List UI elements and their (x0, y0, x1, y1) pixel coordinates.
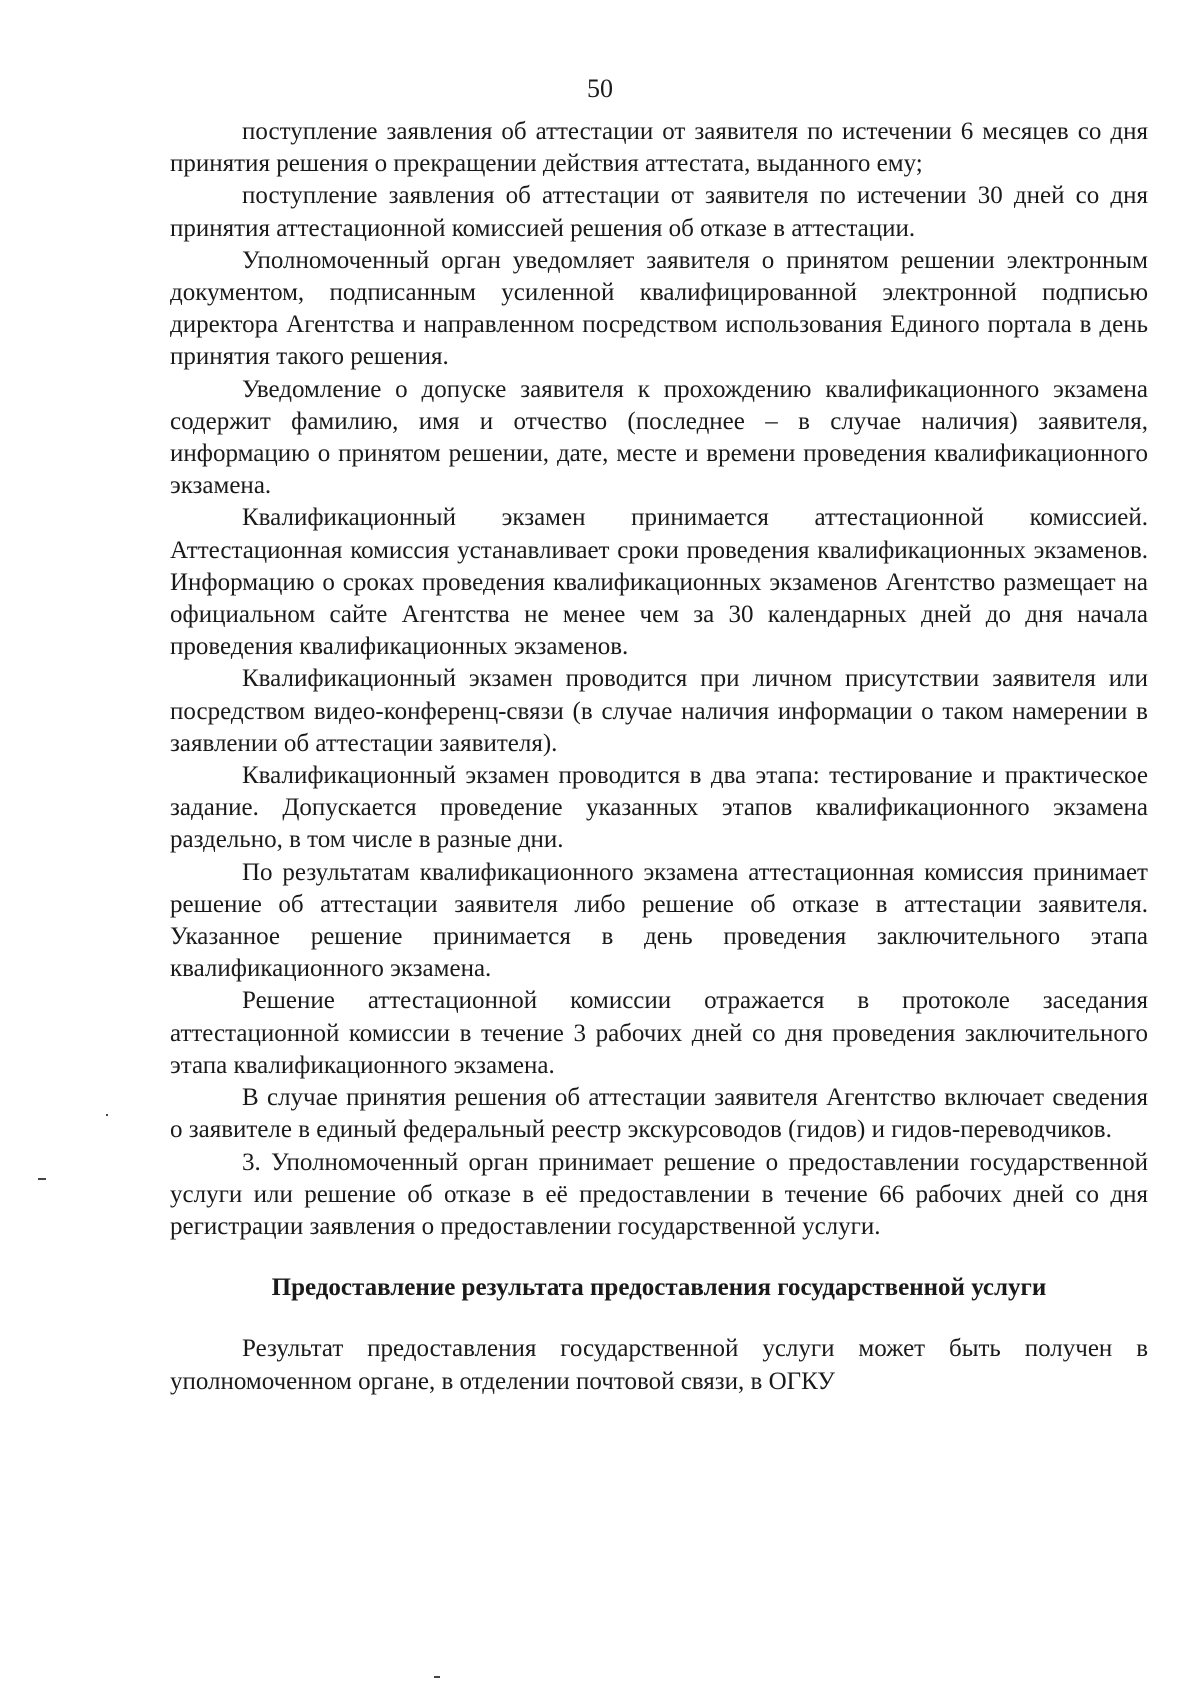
paragraph: В случае принятия решения об аттестации заявителя Агентство включает сведения о заявителе в единый федеральный реестр экскурсоводов (гидов) и гидов-переводчиков. (170, 1084, 1148, 1144)
paragraph: Уполномоченный орган уведомляет заявителя о принятом решении электронным документом, подписанным усиленной квалифицированной электронной подписью директора Агентства и направленном посредством использования Единого портала в день принятия такого решения. (170, 246, 1148, 371)
paragraph: поступление заявления об аттестации от заявителя по истечении 6 месяцев со дня принятия решения о прекращении действия аттестата, выданного ему; (170, 118, 1148, 178)
paragraph: Уведомление о допуске заявителя к прохождению квалификационного экзамена содержит фамилию, имя и отчество (последнее – в случае наличия) заявителя, информацию о принятом решении, дате, месте и времени проведения квалификационного экзамена. (170, 375, 1148, 500)
paragraph: Квалификационный экзамен принимается аттестационной комиссией. Аттестационная комиссия устанавливает сроки проведения квалификационных экзаменов. Информацию о сроках проведения квалификационных экзаменов Агентство размещает на официальном сайте Агентства не менее чем за 30 календарных дней до дня начала проведения квалификационных экзаменов. (170, 504, 1148, 661)
paragraph: Квалификационный экзамен проводится при личном присутствии заявителя или посредством видео-конференц-связи (в случае наличия информации о таком намерении в заявлении об аттестации заявителя). (170, 665, 1148, 757)
paragraph: поступление заявления об аттестации от заявителя по истечении 30 дней со дня принятия аттестационной комиссией решения об отказе в аттестации. (170, 182, 1148, 242)
final-paragraph: Результат предоставления государственной услуги может быть получен в уполномоченном органе, в отделении почтовой связи, в ОГКУ (170, 1335, 1148, 1395)
paragraph: По результатам квалификационного экзамена аттестационная комиссия принимает решение об аттестации заявителя либо решение об отказе в аттестации заявителя. Указанное решение принимается в день проведения заключительного этапа квалификационного экзамена. (170, 858, 1148, 983)
paragraph: Решение аттестационной комиссии отражается в протоколе заседания аттестационной комиссии в течение 3 рабочих дней со дня проведения заключительного этапа квалификационного экзамена. (170, 987, 1148, 1079)
scan-mark (434, 1676, 440, 1678)
section-heading: Предоставление результата предоставления государственной услуги (271, 1274, 1047, 1302)
document-body (170, 116, 1148, 1398)
scan-mark (106, 1114, 108, 1116)
paragraph: 3. Уполномоченный орган принимает решение о предоставлении государственной услуги или решение об отказе в её предоставлении в течение 66 рабочих дней со дня регистрации заявления о предоставлении государственной услуги. (170, 1148, 1148, 1240)
paragraph: Квалификационный экзамен проводится в два этапа: тестирование и практическое задание. Допускается проведение указанных этапов квалификационного экзамена раздельно, в том числе в разные дни. (170, 762, 1148, 854)
scan-mark (38, 1178, 46, 1180)
page-number: 50 (587, 74, 613, 103)
